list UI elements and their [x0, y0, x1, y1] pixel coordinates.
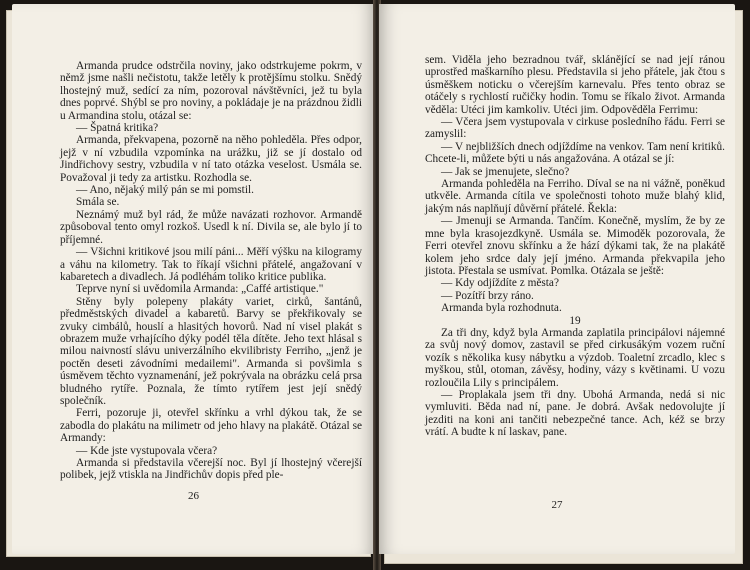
paragraph: — Ano, nějaký milý pán se mi pomstil. [76, 184, 254, 197]
right-page-text [425, 54, 725, 439]
paragraph: Armanda prudce odstrčila noviny, jako odstrkujeme pokrm, v němž jsme našli nečistotu, takže letěly k protějšímu stolku. Snědý lhostejný muž, sedící za ním, pozoroval návštěvníci, jež tu byla dnes poprvé. Shýbl se pro noviny, a pokládaje je na prázdnou židli u Armandina stolu, otázal se: [60, 60, 362, 122]
paragraph: — Jmenuji se Armanda. Tančím. Konečně, myslím, že by ze mne byla krasojezdkyně. Usmála se. Mimoděk pozorovala, že Ferri otevřel znovu skřínku a že hází dýkami tak, že na plakátě kolem jeho srdce daly její jméno. Armanda překvapila jeho jistota. Přestala se usmívat. Pomlka. Otázala se ještě: [425, 215, 725, 277]
paragraph: Teprve nyní si uvědomila Armanda: „Caffé artistique." [76, 283, 324, 296]
paragraph: sem. Viděla jeho bezradnou tvář, sklánějící se nad její ránou uprostřed maškarního plesu. Představila si jeho přátele, jak čtou s úsměškem noticku o včerejším karnevalu. Přes tento obraz se otáčely s rychlostí ručičky hodin. Tomu se říkalo život. Armanda věděla: Utéci jim kamkoliv. Utéci jim. Odpověděla Ferrimu: [425, 54, 725, 116]
paragraph: Armanda, překvapena, pozorně na něho pohleděla. Přes odpor, jejž v ní vzbudila vzpomínka na urážku, již se jí dostalo od Jindřichovy sestry, vzbudila v ní tato otázka veselost. Usmála se. Považoval ji tedy za artistku. Rozhodla se. [60, 134, 362, 184]
paragraph: Smála se. [76, 196, 120, 209]
page-number-right: 27 [551, 499, 563, 511]
paragraph: — Kdy odjíždíte z města? [441, 277, 559, 290]
paragraph: — Proplakala jsem tři dny. Ubohá Armanda, nedá si nic vymluviti. Běda nad ní, pane. Je dobrá. Avšak nedovolujte jí jezditi na koni ani tančiti nebezpečné tance. Ach, kéž se brzy vrátí. A budte k ní laskav, pane. [425, 388, 725, 439]
paragraph: Neznámý muž byl rád, že může navázati rozhovor. Armandě způsoboval tento omyl rozkoš. Usedl k ní. Divila se, ale bylo jí to příjemné. [60, 208, 362, 246]
paragraph: — Včera jsem vystupovala v cirkuse posledního řádu. Ferri se zamyslil: [425, 116, 725, 141]
paragraph: — V nejbližších dnech odjíždíme na venkov. Tam není kritiků. Chcete-li, můžete býti u nás angažována. A otázal se jí: [425, 140, 725, 166]
left-page-text [60, 60, 362, 482]
paragraph: — Kde jste vystupovala včera? [76, 444, 218, 457]
page-number-left: 26 [188, 490, 199, 502]
paragraph: Armanda pohleděla na Ferriho. Díval se na ni vážně, poněkud utkvěle. Armanda cítila ve společnosti tohoto muže blahý klid, jakým nás naplňují důvěrní přátelé. Řekla: [425, 178, 725, 215]
paragraph: — Jak se jmenujete, slečno? [441, 165, 570, 178]
paragraph: Armanda byla rozhodnuta. [441, 302, 562, 315]
chapter-number: 19 [569, 314, 581, 327]
paragraph: — Špatná kritika? [76, 122, 159, 135]
paragraph: Za tři dny, když byla Armanda zaplatila principálovi nájemné za svůj nový domov, zastavil se před cirkusákým vozem ruční vozík s několika kusy nábytku a výzdob. Toaletní zrcadlo, klec s myškou, stůl, otoman, závěsy, hodiny, vázy s květinami. U vozu rozloučila Lily s principálem. [425, 326, 725, 389]
paragraph: Stěny byly polepeny plakáty variet, cirků, šantánů, předměstských divadel a kabaretů. Barvy se překřikovaly se zvuky cimbálů, houslí a hlasitých hovorů. Nad ní visel plakát s obrazem muže vrhajícího dýky podél těla dítěte. Jeho text hlásal s milou naivností slávu univerzálního ekvilibristy Ferriho, „jenž je poctěn deseti závodními medailemi". Armanda si povšimla s úsměvem těchto vyznamenání, jež pokrývala na obrázku celá prsa bludného rytíře. Poznala, že tímto rytířem jest její snědý společník. [60, 295, 362, 407]
paragraph: Armanda si představila včerejší noc. Byl jí lhostejný včerejší polibek, jejž vtiskla na Jindřichův dopis před ple- [60, 457, 362, 482]
right-page [379, 4, 735, 554]
paragraph: — Všichni kritikové jsou milí páni... Měří výšku na kilogramy a váhu na kilometry. Tak to říkají všichni přátelé, angažovaní v kabaretech a divadlech. Já podléhám toliko kritice publika. [60, 246, 362, 283]
paragraph: Ferri, pozoruje ji, otevřel skřínku a vrhl dýkou tak, že se zabodla do plakátu na milimetr od jeho hlavy na plakátě. Otázal se Armandy: [60, 407, 362, 445]
paragraph: — Pozítří brzy ráno. [441, 289, 534, 302]
left-page [12, 4, 375, 554]
